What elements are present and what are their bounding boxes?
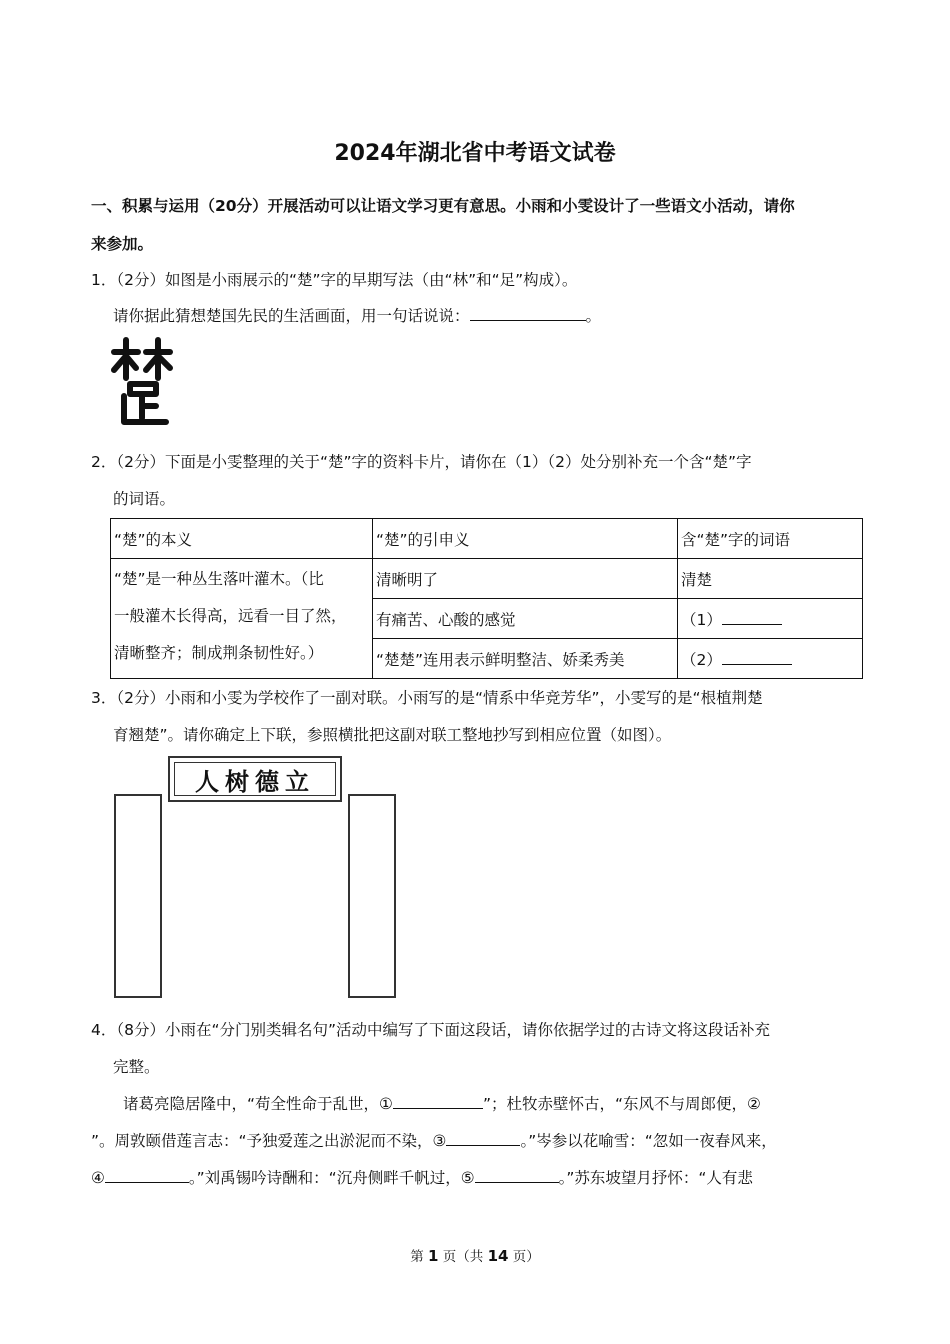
word-cell-blank-1 (678, 599, 863, 639)
horizontal-scroll-text: 人树德立 (174, 762, 336, 796)
question-4-line1: 4．（8分）小雨在“分门别类辑名句”活动中编写了下面这段话，请你依据学过的古诗文将这段话补充 (91, 1021, 771, 1039)
section-heading-line1: 一、积累与运用（20分）开展活动可以让语文学习更有意思。小雨和小雯设计了一些语文小活动，请你 (91, 197, 795, 215)
poem-text: ”；杜牧赤壁怀古，“东风不与周郎便，② (482, 1095, 761, 1113)
couplet-diagram (112, 752, 402, 1002)
poem-text: 。”岑参以花喻雪：“忽如一夜春风来， (520, 1132, 777, 1150)
poem-text: ”。周敦颐借莲言志：“予独爱莲之出淤泥而不染，③ (91, 1132, 447, 1150)
original-meaning-line: 一般灌木长得高，远看一目了然， (114, 607, 347, 625)
word-cell-blank-2 (678, 639, 863, 679)
page-title: 2024年湖北省中考语文试卷 (334, 141, 616, 166)
blank-label-1: （1） (681, 610, 722, 629)
poem-text: 诸葛亮隐居隆中，“苟全性命于乱世，① (123, 1095, 393, 1113)
question-1-line1: 1．（2分）如图是小雨展示的“楚”字的早期写法（由“林”和“足”构成）。 (91, 271, 578, 289)
answer-blank-4-5[interactable] (475, 1167, 559, 1183)
table-row (111, 559, 863, 599)
answer-blank-q1[interactable] (470, 305, 586, 321)
extended-meaning-cell: 有痛苦、心酸的感觉 (373, 599, 678, 639)
horizontal-scroll-box (168, 756, 342, 802)
original-meaning-line: “楚”是一种丛生落叶灌木。（比 (114, 570, 324, 588)
question-2-line2: 的词语。 (113, 490, 176, 508)
footer-text: 页） (508, 1249, 540, 1265)
page-footer (0, 1245, 950, 1265)
question-4-line2: 完整。 (113, 1058, 160, 1076)
poem-text: 。”苏东坡望月抒怀：“人有悲 (558, 1169, 753, 1187)
footer-text: 页（共 (438, 1249, 488, 1265)
section-heading-line2: 来参加。 (91, 235, 154, 253)
answer-blank-4-3[interactable] (446, 1130, 520, 1146)
total-pages: 14 (487, 1247, 509, 1265)
question-4-para-line2 (91, 1129, 777, 1151)
table-header-words: 含“楚”字的词语 (678, 519, 863, 559)
question-3-line1: 3．（2分）小雨和小雯为学校作了一副对联。小雨写的是“情系中华竞芳华”，小雯写的是“根植荆楚 (91, 689, 763, 707)
answer-blank-2[interactable] (722, 649, 792, 665)
table-header-original-meaning: “楚”的本义 (111, 519, 373, 559)
original-meaning-cell (111, 559, 373, 679)
couplet-right-box[interactable] (348, 794, 396, 998)
extended-meaning-cell: “楚楚”连用表示鲜明整洁、娇柔秀美 (373, 639, 678, 679)
answer-blank-4-1[interactable] (393, 1093, 483, 1109)
original-meaning-line: 清晰整齐；制成荆条韧性好。） (114, 644, 324, 662)
question-1-line2 (113, 304, 601, 326)
table-header-row (111, 519, 863, 559)
question-4-para-line1 (123, 1092, 761, 1114)
footer-text: 第 (410, 1249, 429, 1265)
question-3-line2: 育翘楚”。请你确定上下联，参照横批把这副对联工整地抄写到相应位置（如图）。 (113, 726, 672, 744)
blank-label-2: （2） (681, 650, 722, 669)
word-cell: 清楚 (678, 559, 863, 599)
page-number: 1 (428, 1247, 439, 1265)
ancient-chu-character-image (108, 334, 178, 430)
answer-blank-1[interactable] (722, 609, 782, 625)
question-1-prompt: 请你据此猜想楚国先民的生活画面，用一句话说说： (113, 307, 470, 325)
question-2-line1: 2．（2分）下面是小雯整理的关于“楚”字的资料卡片，请你在（1）（2）处分别补充一个含“楚”字 (91, 453, 752, 471)
question-4-para-line3 (91, 1166, 753, 1188)
question-1-period: 。 (585, 307, 602, 325)
chu-info-card-table (110, 518, 863, 679)
extended-meaning-cell: 清晰明了 (373, 559, 678, 599)
table-header-extended-meaning: “楚”的引申义 (373, 519, 678, 559)
couplet-left-box[interactable] (114, 794, 162, 998)
poem-text: ④ (91, 1169, 105, 1187)
answer-blank-4-4[interactable] (105, 1167, 189, 1183)
poem-text: 。”刘禹锡吟诗酬和：“沉舟侧畔千帆过，⑤ (188, 1169, 475, 1187)
